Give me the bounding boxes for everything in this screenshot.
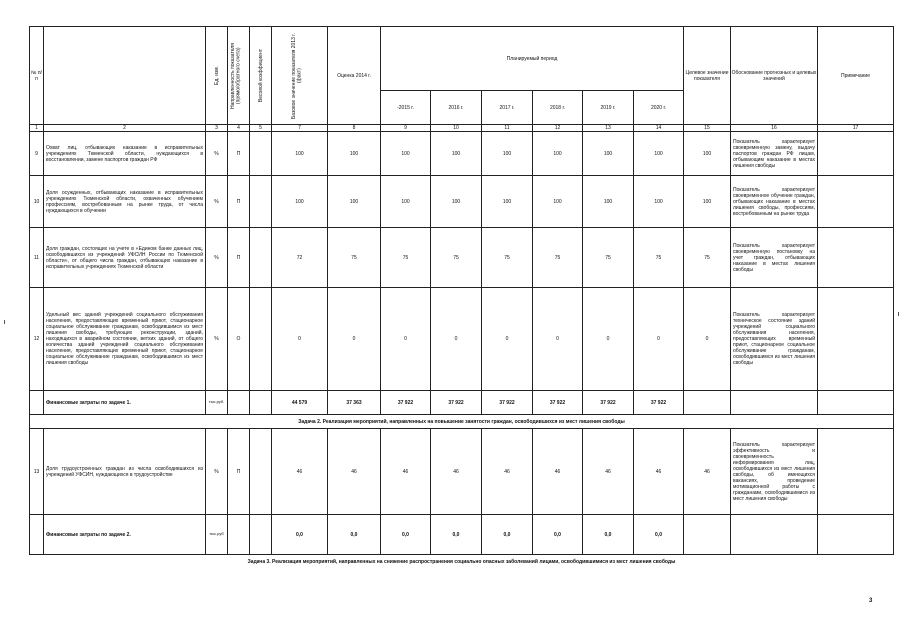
indicators-table <box>29 26 894 569</box>
target-cell <box>684 515 731 555</box>
unit-cell: % <box>206 176 228 228</box>
value-cell: 37 363 <box>328 391 381 415</box>
header-est2014: Оценка 2014 г. <box>328 27 381 125</box>
header-unit: Ед. изм. <box>206 27 228 125</box>
col-number: 16 <box>731 125 818 132</box>
indicator-name: Доля граждан, состоящих на учете в «Едином банке данных лиц, освободившихся из учреждений УФСИН России по Тюменской области», от общего числа граждан, отбывающих наказание в исправительных учреждениях Тюменской области <box>44 228 206 288</box>
col-number: 15 <box>684 125 731 132</box>
basis-cell: Показатель характеризует своевременную постановку на учет граждан, отбывающих наказание в местах лишения свободы <box>731 228 818 288</box>
table-row <box>30 228 894 288</box>
unit-cell: тыс.руб <box>206 515 228 555</box>
value-cell: 0 <box>634 288 684 391</box>
weight-cell <box>250 391 272 415</box>
target-cell <box>684 391 731 415</box>
value-cell: 46 <box>328 429 381 515</box>
col-number: 12 <box>533 125 583 132</box>
value-cell: 37 922 <box>381 391 431 415</box>
note-cell <box>818 132 894 176</box>
value-cell: 75 <box>583 228 634 288</box>
value-cell: 0 <box>328 288 381 391</box>
note-cell <box>818 391 894 415</box>
value-cell: 0 <box>583 288 634 391</box>
note-cell <box>818 176 894 228</box>
value-cell: 0,0 <box>482 515 533 555</box>
header-note: Примечание <box>818 27 894 125</box>
unit-cell: % <box>206 288 228 391</box>
weight-cell <box>250 429 272 515</box>
col-number: 5 <box>250 125 272 132</box>
value-cell: 37 922 <box>482 391 533 415</box>
note-cell <box>818 288 894 391</box>
value-cell: 100 <box>431 132 482 176</box>
header-year: 2020 г. <box>634 91 684 125</box>
direction-cell: П <box>228 228 250 288</box>
unit-cell: % <box>206 429 228 515</box>
value-cell: 46 <box>272 429 328 515</box>
direction-cell: П <box>228 132 250 176</box>
col-number: 17 <box>818 125 894 132</box>
value-cell: 46 <box>583 429 634 515</box>
col-number: 7 <box>272 125 328 132</box>
direction-cell <box>228 515 250 555</box>
target-cell: 100 <box>684 132 731 176</box>
basis-cell: Показатель характеризует своевременную замену, выдачу паспортов граждан РФ лицам, отбывающим наказание в местах лишения свободы <box>731 132 818 176</box>
direction-cell: О <box>228 288 250 391</box>
financial-row-task-2 <box>30 515 894 555</box>
col-number: 9 <box>381 125 431 132</box>
target-cell: 100 <box>684 176 731 228</box>
basis-cell: Показатель характеризует своевременное обучение граждан, отбывающих наказание в местах лишения свободы, профессиям, востребованным на рынке труда <box>731 176 818 228</box>
col-number: 2 <box>44 125 206 132</box>
weight-cell <box>250 515 272 555</box>
indicator-name: Доля трудоустроенных граждан из числа освободившихся из учреждений УФСИН, нуждающихся в трудоустройстве <box>44 429 206 515</box>
table-row <box>30 429 894 515</box>
col-number: 8 <box>328 125 381 132</box>
header-basis: Обоснование прогнозных и целевых значений <box>731 27 818 125</box>
value-cell: 75 <box>634 228 684 288</box>
value-cell: 0,0 <box>431 515 482 555</box>
scan-mark <box>898 312 899 316</box>
weight-cell <box>250 176 272 228</box>
value-cell: 100 <box>533 132 583 176</box>
financial-label: Финансовые затраты по задаче 1. <box>44 391 206 415</box>
value-cell: 0,0 <box>381 515 431 555</box>
weight-cell <box>250 132 272 176</box>
header-year: 2017 г. <box>482 91 533 125</box>
header-target: Целевое значение показателя <box>684 27 731 125</box>
value-cell: 0,0 <box>328 515 381 555</box>
header-year: -2015 г. <box>381 91 431 125</box>
value-cell: 100 <box>583 176 634 228</box>
value-cell: 0 <box>482 288 533 391</box>
note-cell <box>818 515 894 555</box>
value-cell: 46 <box>381 429 431 515</box>
direction-cell: П <box>228 176 250 228</box>
value-cell: 0 <box>533 288 583 391</box>
col-number: 14 <box>634 125 684 132</box>
row-number: 10 <box>30 176 44 228</box>
value-cell: 37 922 <box>431 391 482 415</box>
value-cell: 100 <box>634 176 684 228</box>
value-cell: 44 579 <box>272 391 328 415</box>
task-3-row <box>30 555 894 569</box>
value-cell: 72 <box>272 228 328 288</box>
col-number: 3 <box>206 125 228 132</box>
scan-mark <box>4 320 5 324</box>
note-cell <box>818 228 894 288</box>
column-number-row <box>30 125 894 132</box>
table-row <box>30 132 894 176</box>
value-cell: 0,0 <box>583 515 634 555</box>
value-cell: 0 <box>381 288 431 391</box>
note-cell <box>818 429 894 515</box>
col-number: 13 <box>583 125 634 132</box>
row-number <box>30 391 44 415</box>
value-cell: 100 <box>533 176 583 228</box>
table-row <box>30 288 894 391</box>
weight-cell <box>250 228 272 288</box>
value-cell: 0 <box>431 288 482 391</box>
unit-cell: тыс.руб. <box>206 391 228 415</box>
header-year: 2018 г. <box>533 91 583 125</box>
value-cell: 100 <box>272 132 328 176</box>
row-number: 9 <box>30 132 44 176</box>
value-cell: 0 <box>272 288 328 391</box>
header-num: № п/п <box>30 27 44 125</box>
value-cell: 0,0 <box>634 515 684 555</box>
target-cell: 46 <box>684 429 731 515</box>
indicator-name: Удельный вес зданий учреждений социального обслуживания населения, предоставляющих временный приют, стационарное социальное обслуживание гражданам, освободившимся из мест лишения свободы, требующих реконструкции, зданий, находящихся в аварийном состоянии, ветхих зданий, от общего количества зданий учреждений социального обслуживания населения, предоставляющих временный приют, стационарное социальное обслуживание гражданам, освободившимся из мест лишения свободы <box>44 288 206 391</box>
value-cell: 37 922 <box>533 391 583 415</box>
table-row <box>30 176 894 228</box>
header-year: 2016 г. <box>431 91 482 125</box>
col-number: 10 <box>431 125 482 132</box>
basis-cell <box>731 391 818 415</box>
financial-row-task-1 <box>30 391 894 415</box>
financial-label: Финансовые затраты по задаче 2. <box>44 515 206 555</box>
header-name <box>44 27 206 125</box>
basis-cell: Показатель характеризует эффективность и своевременность информирования лиц, освободившихся из мест лишения свободы, об имеющихся вакансиях, проведение мотивационной работы с гражданами, освободившимися из мест лишения свободы <box>731 429 818 515</box>
unit-cell: % <box>206 132 228 176</box>
value-cell: 100 <box>583 132 634 176</box>
indicator-name: Доля осужденных, отбывающих наказание в исправительных учреждениях Тюменской области, охваченных обучением профессиям, востребованным на рынке труда, от числа нуждающихся в обучении <box>44 176 206 228</box>
value-cell: 100 <box>634 132 684 176</box>
task-heading: Задача 3. Реализация мероприятий, направленных на снижение распространения социально опасных заболеваний лицами, освободившимися из мест лишения свободы <box>30 555 894 569</box>
col-number: 4 <box>228 125 250 132</box>
basis-cell <box>731 515 818 555</box>
task-heading: Задача 2. Реализация мероприятий, направленных на повышение занятости граждан, освободившихся из мест лишения свободы <box>30 415 894 429</box>
value-cell: 46 <box>431 429 482 515</box>
value-cell: 100 <box>431 176 482 228</box>
value-cell: 46 <box>533 429 583 515</box>
header-weight: Весовой коэффициент <box>250 27 272 125</box>
task-2-row <box>30 415 894 429</box>
value-cell: 100 <box>328 176 381 228</box>
header-direction: Направленность показателя (прямо/обратного счета) <box>228 27 250 125</box>
value-cell: 0,0 <box>272 515 328 555</box>
weight-cell <box>250 288 272 391</box>
header-year: 2019 г. <box>583 91 634 125</box>
col-number: 11 <box>482 125 533 132</box>
direction-cell <box>228 391 250 415</box>
header-row-1 <box>30 27 894 91</box>
value-cell: 100 <box>328 132 381 176</box>
value-cell: 75 <box>533 228 583 288</box>
direction-cell: П <box>228 429 250 515</box>
value-cell: 75 <box>431 228 482 288</box>
value-cell: 100 <box>381 132 431 176</box>
value-cell: 46 <box>482 429 533 515</box>
row-number <box>30 515 44 555</box>
value-cell: 75 <box>482 228 533 288</box>
value-cell: 0,0 <box>533 515 583 555</box>
value-cell: 100 <box>482 176 533 228</box>
indicator-name: Охват лиц, отбывающих наказание в исправительных учреждениях Тюменской области, нуждающихся в восстановлении, замене паспортов граждан РФ <box>44 132 206 176</box>
basis-cell: Показатель характеризует техническое состояние зданий учреждений социального обслуживания населения, предоставляющих временный приют, стационарное социальное обслуживание гражданам, освободившимся из мест лишения свободы <box>731 288 818 391</box>
col-number: 1 <box>30 125 44 132</box>
value-cell: 100 <box>381 176 431 228</box>
row-number: 13 <box>30 429 44 515</box>
value-cell: 75 <box>328 228 381 288</box>
target-cell: 0 <box>684 288 731 391</box>
target-cell: 75 <box>684 228 731 288</box>
value-cell: 46 <box>634 429 684 515</box>
value-cell: 37 922 <box>634 391 684 415</box>
value-cell: 37 922 <box>583 391 634 415</box>
value-cell: 100 <box>482 132 533 176</box>
header-planned-period: Планируемый период <box>381 27 684 91</box>
row-number: 11 <box>30 228 44 288</box>
page-number: 3 <box>869 598 873 604</box>
unit-cell: % <box>206 228 228 288</box>
value-cell: 75 <box>381 228 431 288</box>
value-cell: 100 <box>272 176 328 228</box>
row-number: 12 <box>30 288 44 391</box>
header-base: Базовое значение показателя 2013 г. (факт) <box>272 27 328 125</box>
